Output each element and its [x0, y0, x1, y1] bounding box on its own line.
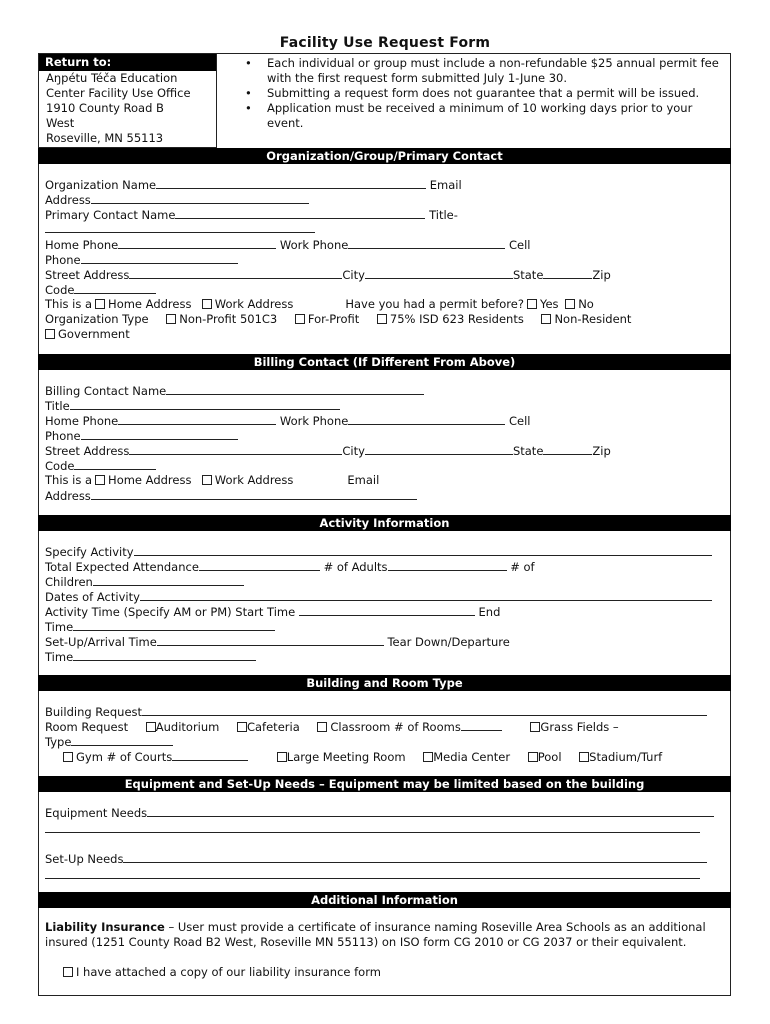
label: Work Phone — [279, 414, 349, 428]
liability-paragraph — [45, 920, 715, 950]
classroom-checkbox[interactable] — [317, 722, 327, 732]
auditorium-checkbox[interactable] — [146, 722, 156, 732]
setup-needs-line[interactable] — [45, 878, 700, 879]
courts-field[interactable] — [172, 749, 248, 761]
label: # of Adults — [323, 560, 388, 574]
label: Classroom # of Rooms — [330, 720, 461, 734]
label: # of — [510, 560, 535, 574]
label: Government — [58, 327, 130, 341]
section-header-org: Organization/Group/Primary Contact — [38, 148, 731, 164]
label: Tear Down/Departure — [387, 635, 510, 649]
billing-name-field[interactable] — [166, 383, 424, 395]
billing-home-address-checkbox[interactable] — [95, 475, 105, 485]
activity-time-row — [45, 604, 500, 620]
work-address-checkbox[interactable] — [202, 299, 212, 309]
street-row — [45, 267, 611, 283]
label: Building Request — [45, 705, 143, 719]
label: Organization Type — [45, 312, 149, 326]
label: Zip — [592, 444, 611, 458]
gym-row — [63, 749, 662, 765]
billing-zip-field[interactable] — [74, 458, 156, 470]
label: This is a — [45, 473, 93, 487]
label: Equipment Needs — [45, 806, 148, 820]
cell-phone-field[interactable] — [81, 252, 238, 264]
label: Address — [45, 193, 91, 207]
billing-city-field[interactable] — [365, 443, 513, 455]
activity-field[interactable] — [134, 544, 712, 556]
return-line: Center Facility Use Office — [46, 86, 191, 100]
billing-title-row — [45, 398, 340, 414]
form-title: Facility Use Request Form — [279, 35, 491, 51]
nonprofit-checkbox[interactable] — [166, 314, 176, 324]
label: City — [342, 444, 365, 458]
label: Code — [45, 459, 75, 473]
permit-no-checkbox[interactable] — [565, 299, 575, 309]
org-type-row — [45, 312, 631, 327]
label: Work Phone — [279, 238, 349, 252]
billing-email-field[interactable] — [91, 488, 417, 500]
billing-email-row — [45, 488, 417, 504]
room-request-row — [45, 719, 619, 735]
setup-time-row — [45, 634, 510, 650]
work-phone-field[interactable] — [348, 237, 505, 249]
label: Pool — [537, 750, 562, 764]
return-line: 1910 County Road B — [46, 101, 164, 115]
start-time-field[interactable] — [299, 604, 475, 616]
media-center-checkbox[interactable] — [423, 752, 433, 762]
permit-yes-checkbox[interactable] — [527, 299, 537, 309]
billing-phone-row — [45, 413, 530, 429]
label: Total Expected Attendance — [45, 560, 199, 574]
building-request-row — [45, 704, 707, 720]
billing-street-row — [45, 443, 611, 459]
stadium-checkbox[interactable] — [579, 752, 589, 762]
liability-label: Liability Insurance — [45, 920, 165, 934]
end-time-field[interactable] — [73, 619, 275, 631]
label: Code — [45, 283, 75, 297]
state-field[interactable] — [543, 267, 592, 279]
label: Set-Up/Arrival Time — [45, 635, 157, 649]
activity-row — [45, 544, 712, 560]
billing-street-field[interactable] — [129, 443, 342, 455]
nonresident-checkbox[interactable] — [541, 314, 551, 324]
billing-cell-field[interactable] — [81, 428, 238, 440]
label: State — [512, 268, 544, 282]
billing-name-row — [45, 383, 424, 399]
adults-field[interactable] — [388, 559, 507, 571]
cell-row — [45, 252, 238, 268]
label: Activity Time (Specify AM or PM) Start Time — [45, 605, 296, 619]
section-header-billing: Billing Contact (If Different From Above) — [38, 354, 731, 370]
label: Stadium/Turf — [589, 750, 663, 764]
grass-type-field[interactable] — [71, 734, 173, 746]
section-header-building: Building and Room Type — [38, 675, 731, 691]
return-to-heading: Return to: — [39, 54, 216, 71]
billing-address-type-row — [45, 473, 379, 488]
equipment-needs-row — [45, 805, 714, 821]
building-request-field[interactable] — [142, 704, 707, 716]
type-row — [45, 734, 173, 750]
label: Title — [45, 399, 70, 413]
label: Non-Resident — [554, 312, 632, 326]
label: Home Phone — [45, 238, 119, 252]
classroom-count-field[interactable] — [461, 719, 502, 731]
zip-row — [45, 282, 156, 298]
label: Organization Name — [45, 178, 157, 192]
return-to-box — [38, 53, 217, 148]
attendance-field[interactable] — [199, 559, 320, 571]
billing-title-field[interactable] — [70, 398, 340, 410]
return-line: West — [46, 116, 75, 130]
note-item: • Each individual or group must include a non-refundable $25 annual permit fee with the first request form submitted July 1-June 30. — [242, 56, 722, 86]
label: Yes — [539, 297, 559, 311]
label: Media Center — [433, 750, 511, 764]
email-field[interactable] — [91, 192, 309, 204]
label: Home Address — [108, 473, 192, 487]
org-name-field[interactable] — [156, 177, 426, 189]
label: Specify Activity — [45, 545, 134, 559]
label: Phone — [45, 253, 81, 267]
label: Home Phone — [45, 414, 119, 428]
label: For-Profit — [307, 312, 360, 326]
label: Large Meeting Room — [286, 750, 406, 764]
label: Gym # of Courts — [76, 750, 173, 764]
label: Title- — [429, 208, 458, 222]
label: Auditorium — [155, 720, 220, 734]
billing-work-address-checkbox[interactable] — [202, 475, 212, 485]
end-time-row — [45, 619, 275, 635]
label: Type — [45, 735, 72, 749]
label: Cell — [508, 238, 531, 252]
government-checkbox[interactable] — [45, 329, 55, 339]
attendance-row — [45, 559, 535, 575]
grass-fields-checkbox[interactable] — [530, 722, 540, 732]
note-item: • Application must be received a minimum of 10 working days prior to your event. — [242, 101, 722, 131]
insurance-attached-row — [63, 965, 381, 980]
label: Have you had a permit before? — [345, 297, 524, 311]
label: State — [512, 444, 544, 458]
label: Non-Profit 501C3 — [179, 312, 278, 326]
label: Room Request — [45, 720, 129, 734]
address-type-row — [45, 297, 594, 312]
label: I have attached a copy of our liability insurance form — [76, 965, 381, 979]
primary-contact-field[interactable] — [175, 207, 425, 219]
label: Children — [45, 575, 93, 589]
government-row — [45, 327, 130, 342]
dates-field[interactable] — [140, 589, 712, 601]
teardown-time-row — [45, 649, 256, 665]
label: Address — [45, 489, 91, 503]
email-row — [45, 192, 309, 208]
label: Work Address — [214, 297, 294, 311]
setup-needs-row — [45, 851, 707, 867]
label: Grass Fields – — [540, 720, 619, 734]
label: This is a — [45, 297, 93, 311]
note-item: • Submitting a request form does not guarantee that a permit will be issued. — [242, 86, 722, 101]
cafeteria-checkbox[interactable] — [237, 722, 247, 732]
billing-work-phone-field[interactable] — [348, 413, 505, 425]
label: Street Address — [45, 444, 130, 458]
home-address-checkbox[interactable] — [95, 299, 105, 309]
home-phone-field[interactable] — [118, 237, 276, 249]
gym-checkbox[interactable] — [63, 752, 73, 762]
phone-row — [45, 237, 530, 253]
return-line: Aŋpétu Téča Education — [46, 71, 178, 85]
equipment-needs-field[interactable] — [147, 805, 714, 817]
section-header-equipment: Equipment and Set-Up Needs – Equipment may be limited based on the building — [38, 776, 731, 792]
children-field[interactable] — [93, 574, 244, 586]
label: Home Address — [108, 297, 192, 311]
forprofit-checkbox[interactable] — [295, 314, 305, 324]
label: Cafeteria — [246, 720, 300, 734]
city-field[interactable] — [365, 267, 513, 279]
label: 75% ISD 623 Residents — [389, 312, 524, 326]
label: Dates of Activity — [45, 590, 140, 604]
equipment-needs-line[interactable] — [45, 832, 700, 833]
setup-needs-field[interactable] — [123, 851, 707, 863]
setup-time-field[interactable] — [157, 634, 384, 646]
teardown-time-field[interactable] — [73, 649, 256, 661]
liability-text: – User must provide a certificate of insurance naming Roseville Area Schools as an additional insured (1251 County Road B2 West, Roseville MN 55113) on ISO form CG 2010 or CG 2037 or their equivalent. — [45, 920, 706, 949]
notes-list — [242, 56, 722, 131]
label: Set-Up Needs — [45, 852, 124, 866]
insurance-attached-checkbox[interactable] — [63, 967, 73, 977]
meeting-room-checkbox[interactable] — [277, 752, 287, 762]
label: Cell — [508, 414, 531, 428]
section-header-activity: Activity Information — [38, 515, 731, 531]
label: Phone — [45, 429, 81, 443]
street-field[interactable] — [129, 267, 342, 279]
pool-checkbox[interactable] — [528, 752, 538, 762]
dates-row — [45, 589, 712, 605]
billing-cell-row — [45, 428, 238, 444]
label: Zip — [592, 268, 611, 282]
billing-home-phone-field[interactable] — [118, 413, 276, 425]
billing-zip-row — [45, 458, 156, 474]
label: Time — [45, 650, 74, 664]
label: City — [342, 268, 365, 282]
title-field[interactable] — [45, 232, 315, 233]
zip-field[interactable] — [74, 282, 156, 294]
label: Billing Contact Name — [45, 384, 167, 398]
section-header-additional: Additional Information — [38, 892, 731, 908]
label: Street Address — [45, 268, 130, 282]
label: Primary Contact Name — [45, 208, 176, 222]
return-line: Roseville, MN 55113 — [46, 131, 164, 145]
label: Work Address — [214, 473, 294, 487]
label: No — [578, 297, 594, 311]
label: End — [478, 605, 501, 619]
isd-residents-checkbox[interactable] — [377, 314, 387, 324]
billing-state-field[interactable] — [543, 443, 592, 455]
children-row — [45, 574, 244, 590]
org-name-row — [45, 177, 462, 193]
label: Email — [347, 473, 380, 487]
primary-contact-row — [45, 207, 458, 223]
label: Time — [45, 620, 74, 634]
label: Email — [429, 178, 462, 192]
